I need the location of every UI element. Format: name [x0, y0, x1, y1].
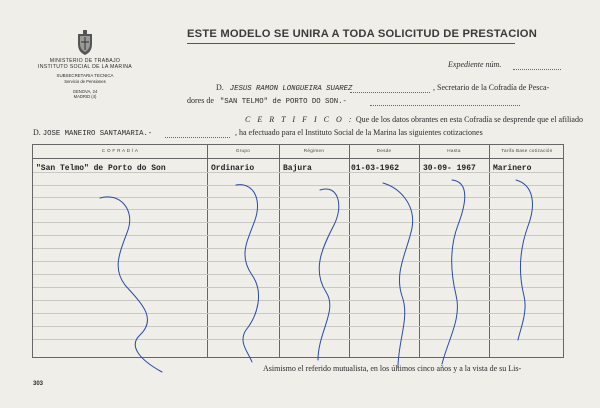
declarant-dots	[350, 92, 430, 93]
ministry-name: MINISTERIO DE TRABAJO	[49, 58, 121, 64]
servicio: Servicio de Pensiones	[64, 78, 106, 84]
coat-of-arms-icon	[74, 30, 96, 56]
table-row	[33, 197, 563, 198]
affiliate-prefix: D.	[33, 128, 41, 137]
affiliate-dots	[165, 137, 230, 138]
table-row	[33, 313, 563, 314]
certifico-word: C E R T I F I C O :	[245, 115, 354, 124]
cofradia-line	[187, 96, 347, 106]
header-hasta: Hasta	[447, 148, 461, 153]
header-tarifa: Tarifa Base cotización	[501, 148, 553, 153]
declarant-prefix: D.	[216, 83, 224, 92]
table-row	[33, 235, 563, 236]
table-row	[33, 287, 563, 288]
cofradia-name: "SAN TELMO" de PORTO DO SON.-	[219, 98, 347, 106]
declarant-name: JESUS RAMON LONGUEIRA SUAREZ	[229, 85, 353, 93]
declarant-line	[216, 83, 352, 93]
header-grupo: Grupo	[235, 148, 251, 153]
header-regimen: Régimen	[303, 148, 325, 153]
table-row	[33, 326, 563, 327]
page-title: ESTE MODELO SE UNIRA A TODA SOLICITUD DE PRESTACION	[187, 28, 537, 40]
table-row	[33, 339, 563, 340]
declarant-role: , Secretario de la Cofradía de Pesca-	[433, 83, 550, 92]
cell-regimen: Bajura	[283, 164, 312, 173]
table-row	[33, 185, 563, 186]
table-row	[33, 300, 563, 301]
role-continuation: dores de	[187, 96, 214, 105]
title-underline	[187, 43, 515, 44]
table-row	[33, 274, 563, 275]
table-row	[33, 261, 563, 262]
table-row	[33, 209, 563, 210]
affiliate-name: JOSE MANEIRO SANTAMARIA.-	[42, 130, 153, 138]
header-desde: Desde	[376, 148, 392, 153]
cell-grupo: Ordinario	[211, 164, 255, 173]
ministry-block	[30, 58, 140, 99]
table-header	[33, 145, 563, 159]
expediente-field[interactable]	[513, 69, 561, 70]
table-row	[33, 248, 563, 249]
table-row	[33, 222, 563, 223]
affiliate-text: , ha efectuado para el Instituto Social de la Marina las siguientes cotizaciones	[235, 128, 483, 137]
cell-hasta: 30-09- 1967	[423, 164, 476, 173]
cell-tarifa: Marinero	[493, 164, 532, 173]
header-cofradia: C O F R A D Í A	[101, 148, 139, 153]
certifico-line	[245, 115, 583, 124]
form-number: 303	[33, 381, 44, 387]
affiliate-line	[33, 128, 152, 138]
institute-name: INSTITUTO SOCIAL DE LA MARINA	[37, 64, 133, 71]
cell-desde: 01-03-1962	[351, 164, 400, 173]
expediente-label: Expediente núm.	[448, 60, 502, 69]
contributions-table	[32, 144, 564, 358]
address-street: GENOVA, 24	[72, 88, 98, 94]
certifico-text: Que de los datos obrantes en esta Cofradía se desprende que el afiliado	[355, 115, 583, 124]
address-city: MADRID (4)	[73, 93, 97, 99]
subsecretaria: SUBSECRETARIA TECNICA	[56, 73, 114, 79]
cell-cofradia: "San Telmo" de Porto do Son	[36, 164, 166, 173]
footer-continuation: Asimismo el referido mutualista, en los últimos cinco años y a la vista de su Lis-	[263, 364, 522, 373]
cofradia-dots	[370, 105, 520, 106]
